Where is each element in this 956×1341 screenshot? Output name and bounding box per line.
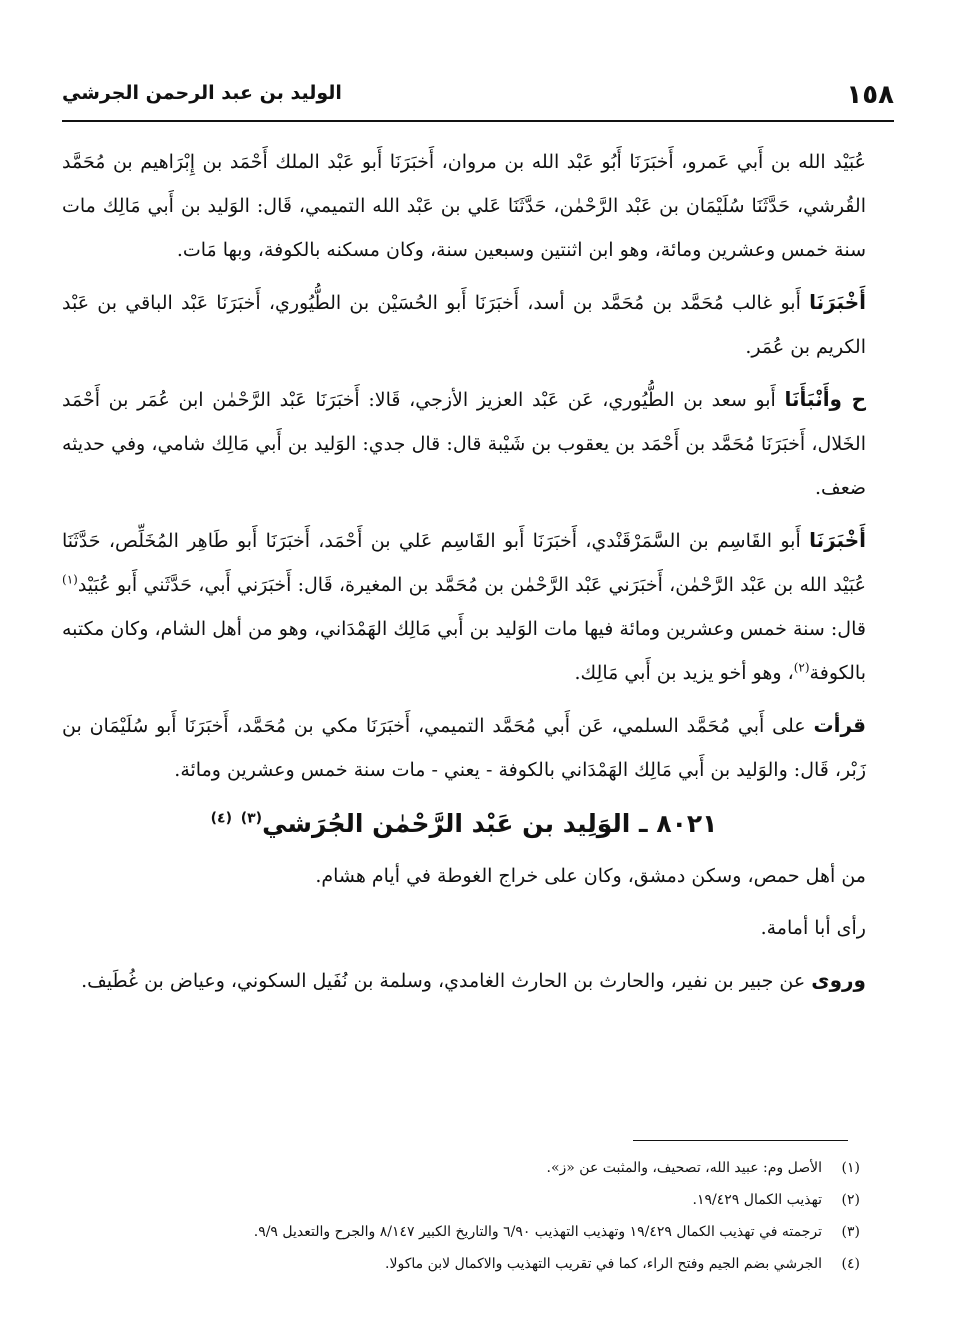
footnote-number: (٣) — [841, 1224, 860, 1240]
footnote-ref[interactable]: (٢) — [793, 660, 810, 675]
paragraph-lead: قرأت — [813, 713, 866, 737]
entry-title-text: ٨٠٢١ ـ الوَلِيد بن عَبْد الرَّحْمٰن الجُرَشي — [262, 809, 718, 838]
paragraph-lead: أَخْبَرَنَا — [809, 290, 866, 314]
page-header — [62, 78, 894, 118]
paragraph-text: عُبَيْد الله بن أَبي عَمرو، أَخبَرَنَا أَبُو عَبْد الله بن مروان، أَخبَرَنَا أَبو عَبْد الملك أَحْمَد بن إِبْرَاهيم بن مُحَمَّد القُرشي، حَدَّثَنَا سُلَيْمَان بن عَبْد الرَّحْمٰن، حَدَّثَنَا عَلي بن عَبْد الله التميمي، قَال: الوَليد بن أَبي مَالِك مات سنة خمس وعشرين ومائة، وهو ابن اثنتين وسبعين سنة، وكان مسكنه بالكوفة، وبها مَات. — [62, 151, 866, 261]
paragraph — [62, 854, 866, 898]
footnote — [62, 1248, 860, 1280]
footnote-number: (٤) — [841, 1256, 860, 1272]
paragraph — [62, 377, 866, 510]
paragraph — [62, 906, 866, 950]
footnote-number: (١) — [841, 1160, 860, 1176]
footnotes — [62, 1152, 860, 1280]
page-number: ١٥٨ — [846, 80, 894, 110]
paragraph — [62, 518, 866, 695]
footnote — [62, 1184, 860, 1216]
paragraph-text: ، وهو أخو يزيد بن أَبي مَالِك. — [574, 662, 794, 684]
paragraph — [62, 958, 866, 1003]
footnote-ref[interactable]: (٤) — [210, 810, 232, 827]
footnote-text: تهذيب الكمال ١٩/٤٢٩. — [692, 1192, 822, 1208]
footnote — [62, 1152, 860, 1184]
main-text — [62, 140, 866, 1011]
footnote-text: الأصل وم: عبيد الله، تصحيف، والمثبت عن «ز». — [546, 1160, 822, 1176]
footnote-ref[interactable]: (٣) — [240, 810, 263, 827]
paragraph-text: قال: سنة خمس وعشرين ومائة فيها مات الوَليد بن أَبي مَالِك الهَمْدَاني، وهو من أهل الشام، وكان مكتبه بالكوفة — [62, 618, 866, 684]
footnote-text: ترجمته في تهذيب الكمال ١٩/٤٢٩ وتهذيب التهذيب ٦/٩٠ والتاريخ الكبير ٨/١٤٧ والجرح والتعديل ٩/٩. — [253, 1224, 822, 1240]
paragraph — [62, 140, 866, 272]
entry-title — [62, 800, 866, 848]
paragraph-text: عن جبير بن نفير، والحارث بن الحارث الغامدي، وسلمة بن نُفَيل السكوني، وعياض بن غُطَيف. — [81, 970, 806, 992]
footnote-divider — [633, 1140, 848, 1141]
paragraph-text: من أهل حمص، وسكن دمشق، وكان على خراج الغوطة في أيام هشام. — [315, 865, 866, 887]
paragraph-text: أَبو القَاسِم بن السَّمَرْقَنْدي، أَخبَرَنَا أَبو القَاسِم عَلي بن أَحْمَد، أَخبَرَنَا أَبو طَاهِر المُخَلِّص، حَدَّثَنَا عُبَيْد الله بن عَبْد الرَّحْمٰن، أَخبَرَني عَبْد الرَّحْمٰن بن مُحَمَّد بن المغيرة، قَال: أَخبَرَني أَبي، حَدَّثَني أَبو عُبَيْد — [62, 530, 866, 596]
paragraph-lead: وروى — [811, 968, 866, 992]
running-title: الوليد بن عبد الرحمن الجرشي — [62, 82, 342, 104]
paragraph-text: رأى أبا أمامة. — [760, 917, 866, 939]
paragraph-text: على أَبي مُحَمَّد السلمي، عَن أَبي مُحَمَّد التميمي، أَخبَرَنَا مكي بن مُحَمَّد، أَخبَرَنَا أَبو سُلَيْمَان بن زَبْر، قَال: والوَليد بن أَبي مَالِك الهَمْدَاني بالكوفة - يعني - مات سنة خمس وعشرين ومائة. — [62, 715, 866, 781]
paragraph-lead: ح وأَنْبَأَنَا — [784, 387, 867, 411]
header-divider — [62, 120, 894, 122]
paragraph — [62, 280, 866, 369]
footnote-number: (٢) — [841, 1192, 860, 1208]
paragraph-text: أَبو غالب مُحَمَّد بن مُحَمَّد بن أسد، أَخبَرَنَا أَبو الحُسَيْن بن الطُّيُوري، أَخبَرَنَا عَبْد الباقي بن عَبْد الكريم بن عُمَر. — [62, 292, 866, 358]
footnote — [62, 1216, 860, 1248]
footnote-ref[interactable]: (١) — [62, 572, 78, 587]
paragraph-lead: أَخْبَرَنَا — [809, 528, 866, 552]
footnote-text: الجرشي بضم الجيم وفتح الراء، كما في تقريب التهذيب والاكمال لابن ماكولا. — [385, 1256, 822, 1272]
paragraph-text: أَبو سعد بن الطُّيُوري، عَن عَبْد العزيز الأزجي، قَالا: أَخبَرَنَا عَبْد الرَّحْمٰن ابن عُمَر بن أَحْمَد الخَلال، أَخبَرَنَا مُحَمَّد بن أَحْمَد بن يعقوب بن شَيْبة قال: قال جدي: الوَليد بن أَبي مَالِك شامي، وفي حديثه ضعف. — [62, 389, 866, 499]
paragraph — [62, 703, 866, 792]
